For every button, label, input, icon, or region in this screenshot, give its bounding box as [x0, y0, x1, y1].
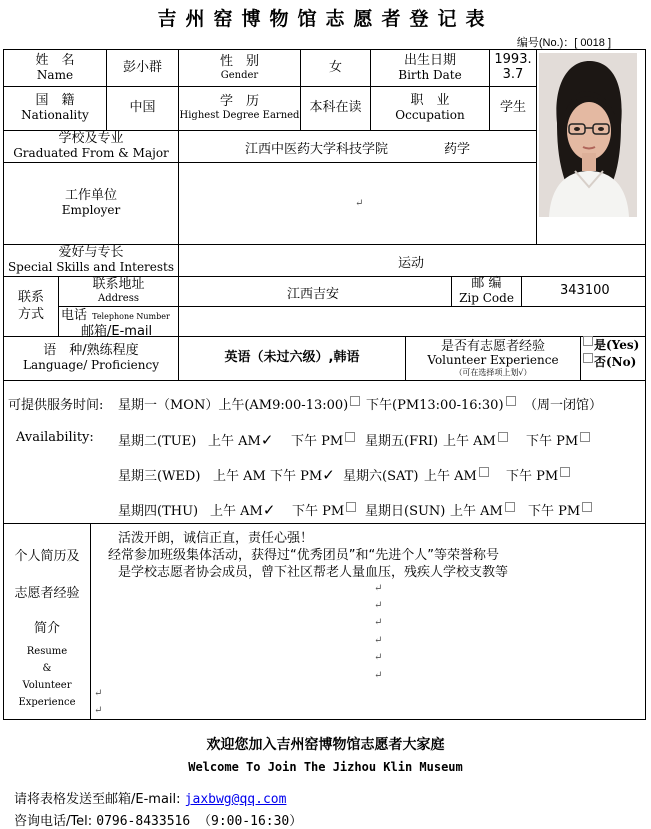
monday-am-option[interactable]: 星期一（MON）上午(AM9:00-13:00)	[118, 394, 360, 413]
checkbox-icon[interactable]	[498, 432, 508, 442]
employer-label: 工作单位 Employer	[61, 188, 121, 218]
friday-label: 星期五(FRI)	[365, 434, 439, 449]
degree-value[interactable]: 本科在读	[309, 100, 362, 116]
resume-label-en: Resume & Volunteer Experience	[18, 646, 76, 708]
degree-label: 学 历 Highest Degree Earned	[179, 94, 300, 122]
checkbox-icon[interactable]	[582, 502, 592, 512]
contact-label: 联系方式	[17, 290, 44, 322]
tuesday-pm-option[interactable]: 下午 PM	[291, 430, 355, 449]
school-value[interactable]: 江西中医药大学科技学院	[245, 142, 389, 157]
resume-line-1[interactable]: 活泼开朗，诚信正直，责任心强！	[118, 531, 314, 546]
nationality-label: 国 籍 Nationality	[21, 93, 89, 123]
sunday-label: 星期日(SUN)	[365, 504, 446, 519]
wednesday-label: 星期三(WED)	[118, 469, 201, 484]
checkbox-icon[interactable]	[560, 467, 570, 477]
resume-line-3[interactable]: 是学校志愿者协会成员，曾下社区帮老人量血压，残疾人学校支教等	[118, 565, 509, 580]
welcome-english: Welcome To Join The Jizhou Klin Museum	[188, 760, 463, 774]
saturday-label: 星期六(SAT)	[343, 469, 419, 484]
gender-label: 性 别 Gender	[219, 53, 259, 81]
thursday-am-option[interactable]: 上午 AM✓	[210, 501, 276, 519]
availability-heading: 可提供服务时间:	[8, 398, 104, 413]
address-label: 联系地址 Address	[92, 277, 145, 305]
friday-am-option[interactable]: 上午 AM	[443, 430, 508, 449]
name-value[interactable]: 彭小群	[122, 59, 162, 75]
email-line: 请将表格发送至邮箱/E-mail: jaxbwg@qq.com	[14, 792, 287, 807]
volunteer-yes-option[interactable]: 是(Yes)	[583, 336, 639, 353]
tuesday-am-option[interactable]: 上午 AM✓	[208, 431, 274, 449]
welcome-chinese: 欢迎您加入吉州窑博物馆志愿者大家庭	[206, 737, 445, 753]
thursday-pm-option[interactable]: 下午 PM	[292, 500, 356, 519]
zip-value[interactable]: 343100	[560, 283, 610, 298]
name-label: 姓 名 Name	[35, 52, 75, 82]
volunteer-options	[583, 336, 639, 370]
saturday-pm-option[interactable]: 下午 PM	[506, 465, 570, 484]
email-link[interactable]: jaxbwg@qq.com	[184, 792, 287, 807]
birth-value[interactable]: 1993. 3.7	[494, 52, 532, 82]
wednesday-am-option[interactable]: 上午 AM	[213, 469, 266, 484]
volunteer-no-option[interactable]: 否(No)	[583, 353, 639, 370]
address-value[interactable]: 江西吉安	[287, 287, 340, 302]
saturday-am-option[interactable]: 上午 AM	[424, 465, 489, 484]
wednesday-pm-option[interactable]: 下午 PM✓	[270, 466, 335, 484]
phone-line: 咨询电话/Tel: 0796-8433516 （9:00-16:30）	[14, 814, 303, 829]
checkbox-icon[interactable]	[350, 396, 360, 406]
resume-label-line2: 志愿者经验	[14, 586, 80, 601]
monday-pm-option[interactable]: 下午(PM13:00-16:30)	[366, 394, 516, 413]
gender-value[interactable]: 女	[328, 59, 342, 75]
zip-label: 邮 编 Zip Code	[459, 276, 514, 306]
sunday-am-option[interactable]: 上午 AM	[450, 500, 515, 519]
occupation-value[interactable]: 学生	[499, 100, 526, 116]
monday-closed-note: （周一闭馆）	[524, 398, 603, 413]
language-label: 语 种/熟练程度 Language/ Proficiency	[23, 343, 159, 373]
form-title: 吉州窑博物馆志愿者登记表	[157, 8, 494, 30]
checkmark-icon: ✓	[322, 466, 335, 484]
checkbox-icon[interactable]	[345, 432, 355, 442]
language-value[interactable]: 英语（未过六级）,韩语	[224, 350, 360, 366]
serial-number: 编号(No.)：[ 0018 ]	[516, 37, 611, 49]
occupation-label: 职 业 Occupation	[395, 93, 465, 123]
nationality-value[interactable]: 中国	[129, 100, 156, 116]
checkmark-icon: ✓	[260, 431, 274, 449]
tuesday-label: 星期二(TUE)	[118, 434, 197, 449]
availability-label-en: Availability:	[16, 430, 94, 445]
phone-email-label: 电话 Telephone Number 邮箱/E-mail	[61, 308, 170, 339]
major-value[interactable]: 药学	[444, 142, 471, 157]
thursday-label: 星期四(THU)	[118, 504, 199, 519]
school-label: 学校及专业 Graduated From & Major	[13, 131, 169, 161]
checkbox-icon[interactable]	[580, 432, 590, 442]
skills-label: 爱好与专长 Special Skills and Interests	[7, 245, 175, 275]
phone-email-value[interactable]	[179, 307, 645, 336]
checkbox-icon[interactable]	[346, 502, 356, 512]
applicant-photo	[539, 53, 637, 217]
friday-pm-option[interactable]: 下午 PM	[526, 430, 590, 449]
resume-label-line1: 个人简历及	[14, 549, 80, 564]
resume-line-2[interactable]: 经常参加班级集体活动，获得过“优秀团员”和“先进个人”等荣誉称号	[108, 548, 499, 563]
resume-label-line3: 简介	[33, 621, 60, 636]
checkbox-icon[interactable]	[505, 502, 515, 512]
skills-value[interactable]: 运动	[398, 256, 425, 271]
birth-label: 出生日期 Birth Date	[398, 52, 462, 82]
checkbox-icon[interactable]	[479, 467, 489, 477]
volunteer-label: 是否有志愿者经验 Volunteer Experience （可在选择项上划√）	[427, 338, 559, 378]
sunday-pm-option[interactable]: 下午 PM	[528, 500, 592, 519]
checkbox-icon[interactable]	[506, 396, 516, 406]
return-mark: ↵	[355, 198, 364, 209]
checkmark-icon: ✓	[262, 501, 276, 519]
